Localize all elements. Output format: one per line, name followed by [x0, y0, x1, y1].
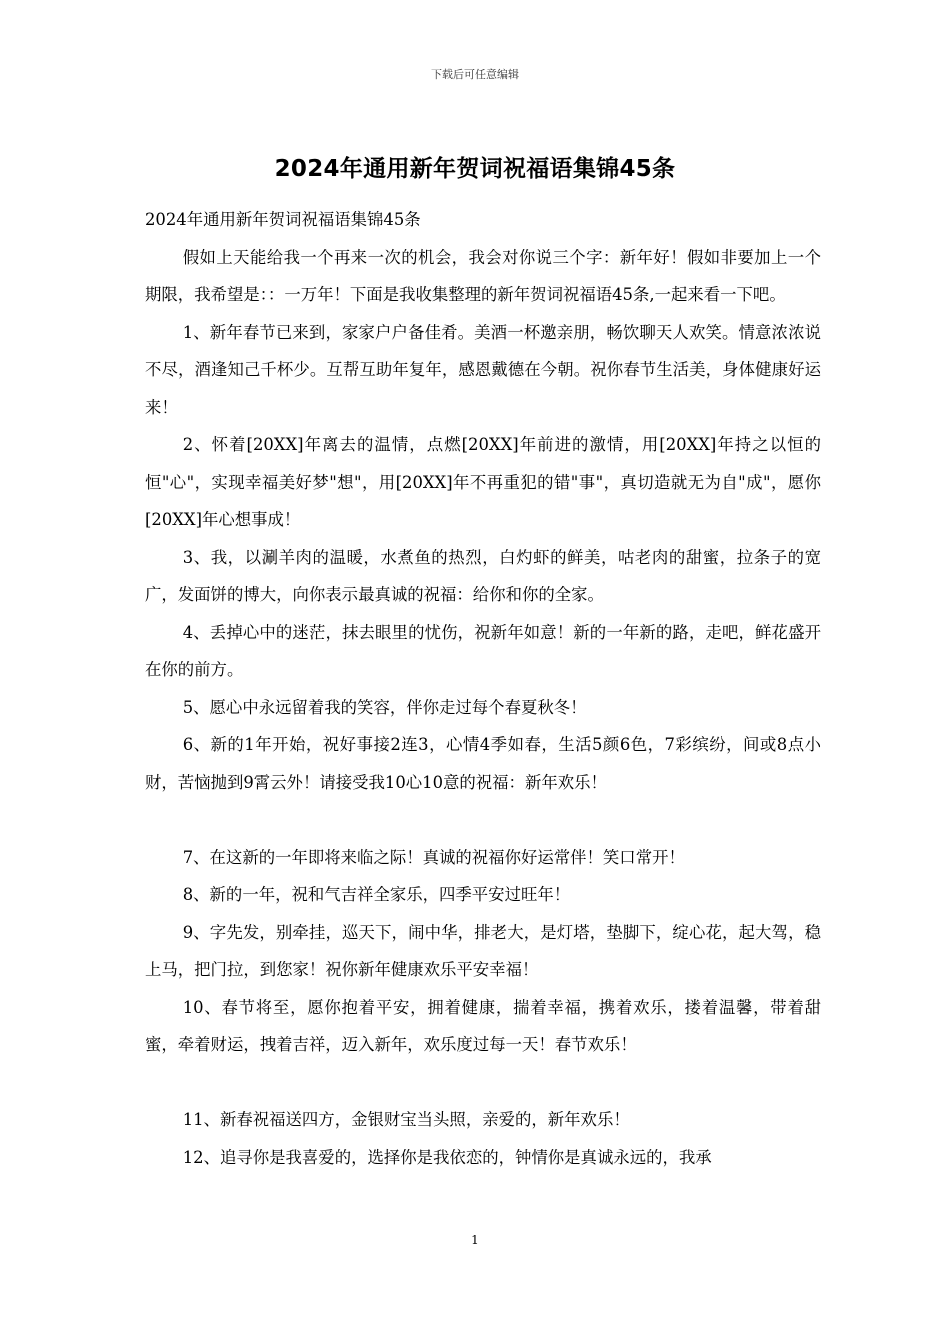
subtitle-line: 2024年通用新年贺词祝福语集锦45条 [145, 210, 421, 229]
greeting-item-6: 6、新的1年开始，祝好事接2连3，心情4季如春，生活5颜6色，7彩缤纷，间或8点小财，苦恼抛到9霄云外！请接受我10心10意的祝福：新年欢乐！ [145, 735, 821, 792]
greeting-item-2: 2、怀着[20XX]年离去的温情，点燃[20XX]年前进的激情，用[20XX]年持之以恒的恒"心"，实现幸福美好梦"想"，用[20XX]年不再重犯的错"事"，真切造就无为自"成"，愿你[20XX]年心想事成！ [145, 435, 821, 529]
page-number: 1 [471, 1233, 479, 1247]
greeting-item-10: 10、春节将至，愿你抱着平安，拥着健康，揣着幸福，携着欢乐，搂着温馨，带着甜蜜，牵着财运，拽着吉祥，迈入新年，欢乐度过每一天！春节欢乐！ [145, 997, 821, 1054]
greeting-item-9: 9、字先发，别牵挂，巡天下，闹中华，排老大，是灯塔，垫脚下，绽心花，起大驾，稳上马，把门拉，到您家！祝你新年健康欢乐平安幸福！ [145, 922, 821, 979]
greeting-item-3: 3、我，以涮羊肉的温暖，水煮鱼的热烈，白灼虾的鲜美，咕老肉的甜蜜，拉条子的宽广，发面饼的博大，向你表示最真诚的祝福：给你和你的全家。 [145, 547, 821, 604]
greeting-item-4: 4、丢掉心中的迷茫，抹去眼里的忧伤，祝新年如意！新的一年新的路，走吧，鲜花盛开在你的前方。 [145, 622, 821, 679]
intro-paragraph: 假如上天能给我一个再来一次的机会，我会对你说三个字：新年好！假如非要加上一个期限，我希望是：：一万年！下面是我收集整理的新年贺词祝福语45条,一起来看一下吧。 [145, 247, 821, 304]
greeting-item-1: 1、新年春节已来到，家家户户备佳肴。美酒一杯邀亲朋，畅饮聊天人欢笑。情意浓浓说不尽，酒逢知己千杯少。互帮互助年复年，感恩戴德在今朝。祝你春节生活美，身体健康好运来！ [145, 322, 821, 417]
greeting-item-5: 5、愿心中永远留着我的笑容，伴你走过每个春夏秋冬！ [182, 697, 587, 717]
greeting-item-7: 7、在这新的一年即将来临之际！真诚的祝福你好运常伴！笑口常开！ [182, 847, 685, 867]
document-body [145, 201, 821, 1176]
greeting-item-11: 11、新春祝福送四方，金银财宝当头照，亲爱的，新年欢乐！ [182, 1110, 630, 1129]
greeting-item-12: 12、追寻你是我喜爱的，选择你是我依恋的，钟情你是真诚永远的，我承 [182, 1147, 712, 1167]
document-title: 2024年通用新年贺词祝福语集锦45条 [274, 156, 676, 182]
header-note: 下载后可任意编辑 [431, 68, 519, 81]
greeting-item-8: 8、新的一年，祝和气吉祥全家乐，四季平安过旺年！ [182, 885, 571, 904]
